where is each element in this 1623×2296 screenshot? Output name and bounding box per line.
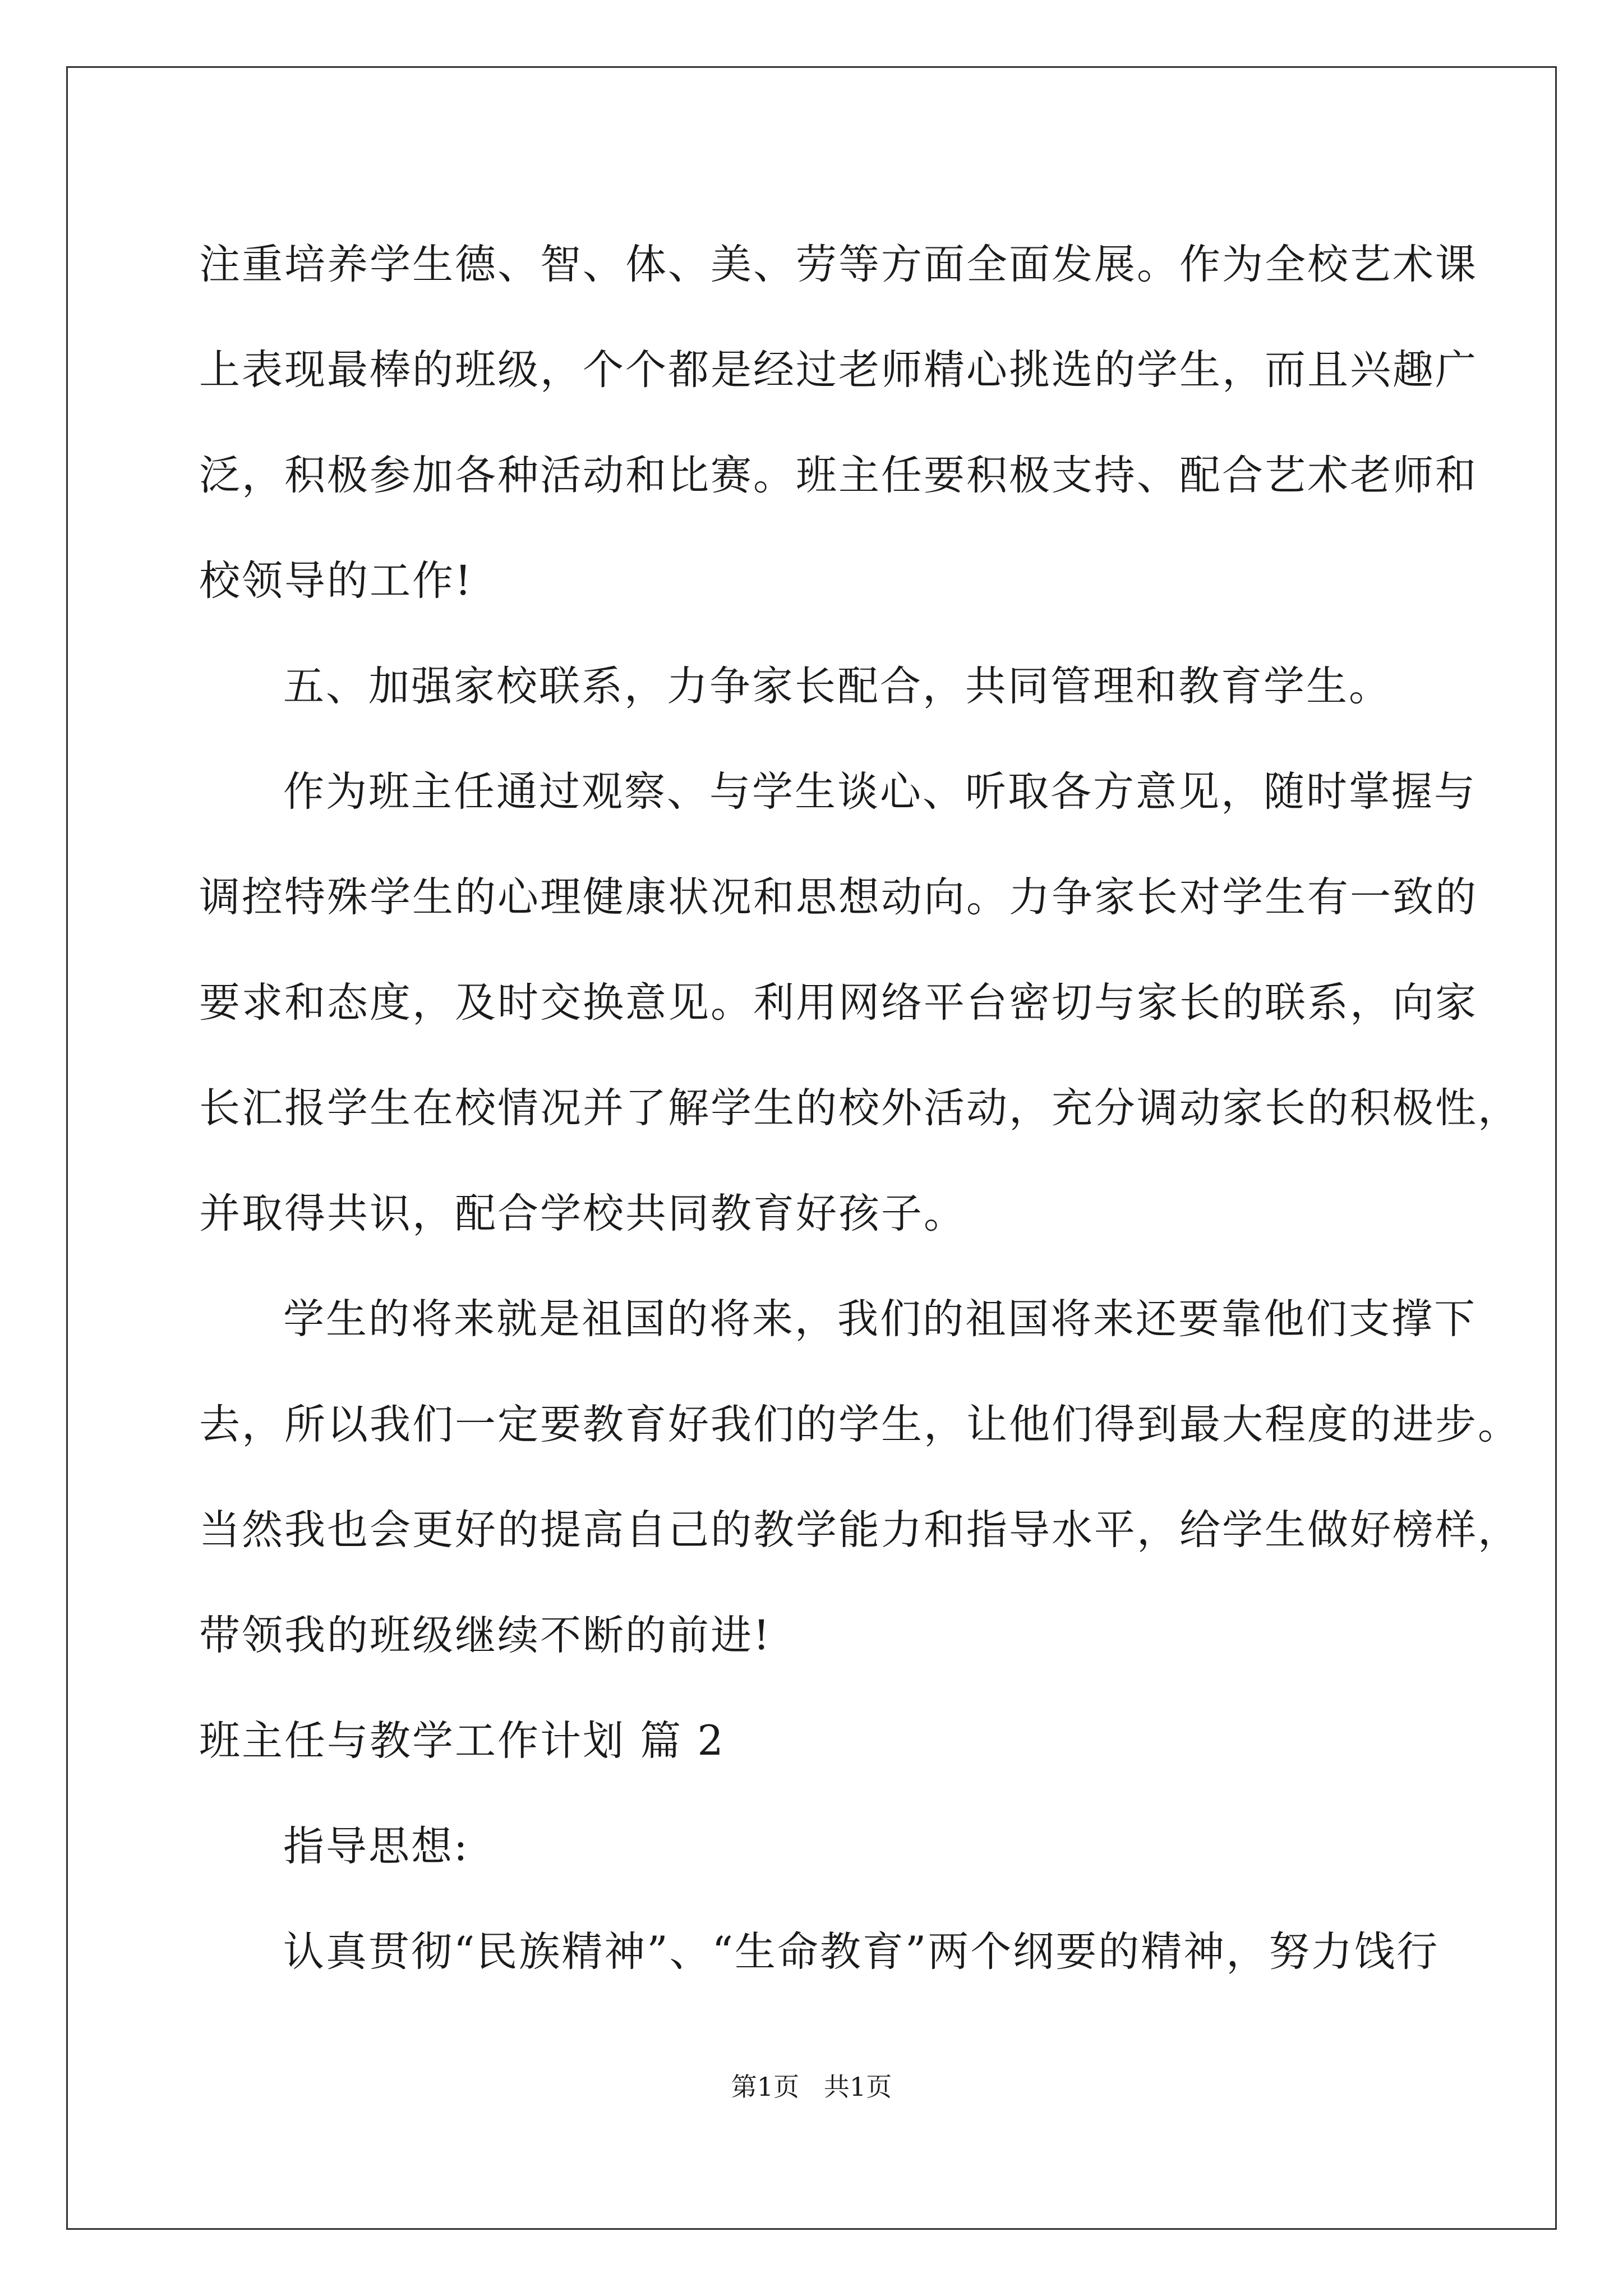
paragraph-line: 作为班主任通过观察、与学生谈心、听取各方意见，随时掌握与 (283, 768, 1477, 816)
paragraph-line: 认真贯彻“民族精神”、“生命教育”两个纲要的精神，努力饯行 (283, 1928, 1440, 1976)
paragraph-line: 去，所以我们一定要教育好我们的学生，让他们得到最大程度的进步。 (199, 1401, 1520, 1448)
page-footer: 第1页 共1页 (731, 2072, 892, 2102)
subsection-heading: 指导思想: (283, 1823, 469, 1870)
document-body (199, 212, 1520, 2005)
paragraph-line: 并取得共识，配合学校共同教育好孩子。 (199, 1190, 966, 1237)
paragraph-line: 调控特殊学生的心理健康状况和思想动向。力争家长对学生有一致的 (199, 873, 1478, 921)
section-heading: 五、加强家校联系，力争家长配合，共同管理和教育学生。 (283, 662, 1391, 710)
document-title: 班主任与教学工作计划 篇 2 (199, 1717, 725, 1765)
paragraph-line: 泛，积极参加各种活动和比赛。班主任要积极支持、配合艺术老师和 (199, 452, 1478, 499)
paragraph-line: 带领我的班级继续不断的前进! (199, 1612, 772, 1659)
paragraph-line: 校领导的工作! (199, 557, 473, 605)
paragraph-line: 学生的将来就是祖国的将来，我们的祖国将来还要靠他们支撑下 (283, 1295, 1477, 1343)
paragraph-line: 上表现最棒的班级，个个都是经过老师精心挑选的学生，而且兴趣广 (199, 346, 1478, 394)
paragraph-line: 当然我也会更好的提高自己的教学能力和指导水平，给学生做好榜样， (199, 1506, 1520, 1554)
paragraph-line: 注重培养学生德、智、体、美、劳等方面全面发展。作为全校艺术课 (199, 241, 1478, 288)
paragraph-line: 要求和态度，及时交换意见。利用网络平台密切与家长的联系，向家 (199, 979, 1478, 1027)
paragraph-line: 长汇报学生在校情况并了解学生的校外活动，充分调动家长的积极性， (199, 1084, 1520, 1132)
